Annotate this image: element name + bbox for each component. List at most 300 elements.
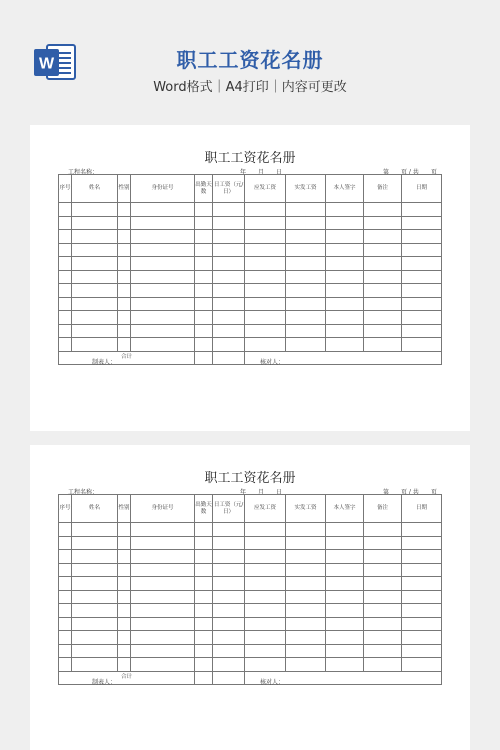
- table-cell[interactable]: [59, 590, 72, 604]
- table-cell[interactable]: [72, 270, 118, 284]
- table-cell[interactable]: [245, 297, 286, 311]
- table-cell[interactable]: [72, 311, 118, 325]
- table-cell[interactable]: [213, 604, 245, 618]
- table-cell[interactable]: [364, 550, 402, 564]
- table-row: [59, 203, 442, 217]
- table-cell[interactable]: [213, 351, 245, 364]
- table-cell[interactable]: [213, 243, 245, 257]
- table-cell[interactable]: [402, 270, 442, 284]
- table-cell[interactable]: [402, 284, 442, 298]
- table-cell[interactable]: [118, 536, 131, 550]
- table-cell[interactable]: [59, 338, 72, 352]
- table-cell[interactable]: [286, 297, 326, 311]
- table-cell[interactable]: [213, 658, 245, 672]
- payroll-table: [58, 174, 442, 365]
- table-cell[interactable]: [195, 523, 213, 537]
- table-cell[interactable]: [402, 536, 442, 550]
- column-header: 实发工资: [286, 495, 326, 523]
- table-cell[interactable]: [59, 617, 72, 631]
- table-cell[interactable]: [402, 311, 442, 325]
- table-cell[interactable]: [59, 550, 72, 564]
- table-cell[interactable]: [326, 604, 364, 618]
- table-cell[interactable]: [131, 617, 195, 631]
- table-cell[interactable]: [245, 338, 286, 352]
- table-cell[interactable]: [59, 203, 72, 217]
- table-cell[interactable]: [195, 644, 213, 658]
- table-cell[interactable]: [72, 550, 118, 564]
- table-cell[interactable]: [118, 324, 131, 338]
- table-cell[interactable]: [213, 523, 245, 537]
- table-cell[interactable]: [326, 338, 364, 352]
- table-cell[interactable]: [286, 324, 326, 338]
- column-header: 备注: [364, 495, 402, 523]
- table-cell[interactable]: [72, 257, 118, 271]
- table-cell[interactable]: [364, 243, 402, 257]
- table-cell[interactable]: [402, 523, 442, 537]
- table-cell[interactable]: [72, 216, 118, 230]
- table-cell[interactable]: [118, 550, 131, 564]
- column-header: 性别: [118, 495, 131, 523]
- sheet-title: 职工工资花名册: [204, 151, 296, 166]
- table-cell[interactable]: [131, 311, 195, 325]
- table-row: [59, 216, 442, 230]
- table-cell[interactable]: [402, 297, 442, 311]
- table-cell[interactable]: [286, 644, 326, 658]
- table-cell[interactable]: [245, 631, 286, 645]
- table-row: [59, 324, 442, 338]
- document-sheet: [30, 445, 470, 750]
- table-cell[interactable]: [326, 550, 364, 564]
- table-cell[interactable]: [245, 604, 286, 618]
- table-cell[interactable]: [364, 644, 402, 658]
- table-cell[interactable]: [131, 216, 195, 230]
- table-cell[interactable]: [118, 577, 131, 591]
- table-cell[interactable]: [245, 658, 286, 672]
- table-header-row: [59, 495, 442, 523]
- table-cell[interactable]: [286, 230, 326, 244]
- table-cell[interactable]: [213, 617, 245, 631]
- table-cell[interactable]: [326, 230, 364, 244]
- table-cell[interactable]: [213, 563, 245, 577]
- table-cell[interactable]: [59, 216, 72, 230]
- table-cell[interactable]: [131, 563, 195, 577]
- table-cell[interactable]: [245, 550, 286, 564]
- table-cell[interactable]: [245, 284, 286, 298]
- table-cell[interactable]: [118, 658, 131, 672]
- table-cell[interactable]: [326, 324, 364, 338]
- table-cell[interactable]: [195, 351, 213, 364]
- table-cell[interactable]: [72, 563, 118, 577]
- column-header: 日期: [402, 175, 442, 203]
- table-cell[interactable]: [213, 297, 245, 311]
- table-cell[interactable]: [245, 257, 286, 271]
- table-cell[interactable]: [72, 324, 118, 338]
- table-cell[interactable]: [195, 230, 213, 244]
- table-cell[interactable]: [326, 617, 364, 631]
- column-header: 日工资（元/日）: [213, 175, 245, 203]
- table-cell[interactable]: [213, 671, 245, 684]
- table-cell[interactable]: [364, 523, 402, 537]
- table-cell[interactable]: [213, 311, 245, 325]
- table-cell[interactable]: [364, 536, 402, 550]
- table-cell[interactable]: [402, 550, 442, 564]
- table-cell[interactable]: [59, 257, 72, 271]
- table-cell[interactable]: [245, 203, 286, 217]
- column-header: 性别: [118, 175, 131, 203]
- table-cell[interactable]: [118, 297, 131, 311]
- table-cell[interactable]: [72, 297, 118, 311]
- table-cell[interactable]: [326, 658, 364, 672]
- table-cell[interactable]: [326, 203, 364, 217]
- table-cell[interactable]: [195, 671, 213, 684]
- table-cell[interactable]: [195, 563, 213, 577]
- table-cell[interactable]: [213, 577, 245, 591]
- table-cell[interactable]: [59, 284, 72, 298]
- table-cell[interactable]: [59, 230, 72, 244]
- table-cell[interactable]: [72, 617, 118, 631]
- table-cell[interactable]: [118, 311, 131, 325]
- table-cell[interactable]: [402, 577, 442, 591]
- table-cell[interactable]: [195, 284, 213, 298]
- table-cell[interactable]: [364, 590, 402, 604]
- table-cell[interactable]: [118, 230, 131, 244]
- table-cell[interactable]: [131, 590, 195, 604]
- table-cell[interactable]: [245, 577, 286, 591]
- table-cell[interactable]: [326, 644, 364, 658]
- table-cell[interactable]: [326, 563, 364, 577]
- column-header: 出勤天数: [195, 175, 213, 203]
- column-header: 实发工资: [286, 175, 326, 203]
- table-cell[interactable]: [326, 311, 364, 325]
- table-cell[interactable]: [72, 284, 118, 298]
- table-cell[interactable]: [326, 243, 364, 257]
- table-cell[interactable]: [59, 577, 72, 591]
- table-cell[interactable]: [245, 617, 286, 631]
- table-row: [59, 617, 442, 631]
- table-cell[interactable]: [195, 631, 213, 645]
- table-cell[interactable]: [402, 243, 442, 257]
- table-row: [59, 257, 442, 271]
- table-cell[interactable]: [195, 311, 213, 325]
- table-cell[interactable]: [72, 590, 118, 604]
- table-cell[interactable]: [326, 577, 364, 591]
- table-cell[interactable]: [195, 577, 213, 591]
- maker-label: 制表人：: [92, 359, 117, 366]
- table-cell[interactable]: [245, 563, 286, 577]
- table-cell[interactable]: [364, 338, 402, 352]
- table-cell[interactable]: [213, 270, 245, 284]
- table-cell[interactable]: [402, 617, 442, 631]
- table-cell[interactable]: [213, 230, 245, 244]
- table-cell[interactable]: [364, 604, 402, 618]
- table-cell[interactable]: [364, 257, 402, 271]
- table-cell[interactable]: [59, 658, 72, 672]
- table-cell[interactable]: [131, 230, 195, 244]
- table-cell[interactable]: [195, 617, 213, 631]
- table-cell[interactable]: [245, 536, 286, 550]
- table-cell[interactable]: [364, 284, 402, 298]
- table-cell[interactable]: [326, 523, 364, 537]
- table-row: [59, 563, 442, 577]
- table-cell[interactable]: [72, 536, 118, 550]
- table-cell[interactable]: [213, 631, 245, 645]
- table-cell[interactable]: [59, 311, 72, 325]
- table-cell[interactable]: [286, 550, 326, 564]
- table-cell[interactable]: [118, 617, 131, 631]
- column-header: 姓名: [72, 495, 118, 523]
- table-cell[interactable]: [72, 658, 118, 672]
- table-cell[interactable]: [59, 297, 72, 311]
- table-cell[interactable]: [72, 230, 118, 244]
- table-cell[interactable]: [286, 257, 326, 271]
- table-cell[interactable]: [118, 631, 131, 645]
- table-cell[interactable]: [245, 590, 286, 604]
- table-row: [59, 270, 442, 284]
- table-cell[interactable]: [286, 563, 326, 577]
- table-cell[interactable]: [364, 324, 402, 338]
- table-cell[interactable]: [195, 590, 213, 604]
- table-cell[interactable]: [59, 270, 72, 284]
- table-cell[interactable]: [131, 644, 195, 658]
- table-cell[interactable]: [245, 243, 286, 257]
- table-row: [59, 604, 442, 618]
- table-row: [59, 577, 442, 591]
- table-cell[interactable]: [286, 536, 326, 550]
- table-cell[interactable]: [213, 216, 245, 230]
- table-cell[interactable]: [118, 563, 131, 577]
- table-cell[interactable]: [213, 203, 245, 217]
- table-cell[interactable]: [59, 523, 72, 537]
- table-cell[interactable]: [364, 577, 402, 591]
- table-cell[interactable]: [195, 658, 213, 672]
- table-cell[interactable]: [195, 203, 213, 217]
- table-cell[interactable]: [131, 577, 195, 591]
- table-cell[interactable]: [245, 270, 286, 284]
- project-name-label: 工程名称：: [68, 489, 99, 496]
- table-cell[interactable]: [118, 284, 131, 298]
- table-cell[interactable]: [326, 590, 364, 604]
- table-cell[interactable]: [364, 658, 402, 672]
- table-cell[interactable]: [326, 631, 364, 645]
- page-label: 第 页 / 共 页: [383, 169, 437, 176]
- table-cell[interactable]: [131, 338, 195, 352]
- column-header: 本人签字: [326, 175, 364, 203]
- table-cell[interactable]: [131, 550, 195, 564]
- maker-label: 制表人：: [92, 679, 117, 686]
- table-cell[interactable]: [286, 243, 326, 257]
- table-cell[interactable]: [118, 644, 131, 658]
- table-cell[interactable]: [195, 536, 213, 550]
- table-cell[interactable]: [131, 203, 195, 217]
- table-cell[interactable]: [72, 338, 118, 352]
- table-cell[interactable]: [72, 631, 118, 645]
- table-cell[interactable]: [72, 203, 118, 217]
- table-cell[interactable]: [195, 243, 213, 257]
- table-cell[interactable]: [286, 311, 326, 325]
- table-cell[interactable]: [402, 338, 442, 352]
- table-cell[interactable]: [131, 324, 195, 338]
- table-cell[interactable]: [286, 577, 326, 591]
- table-cell[interactable]: [213, 536, 245, 550]
- table-cell[interactable]: [131, 658, 195, 672]
- table-row: [59, 297, 442, 311]
- column-header: 序号: [59, 495, 72, 523]
- date-label: 年 月 日: [240, 169, 283, 176]
- table-cell[interactable]: [402, 203, 442, 217]
- table-cell[interactable]: [326, 536, 364, 550]
- table-cell[interactable]: [195, 324, 213, 338]
- table-cell[interactable]: [195, 270, 213, 284]
- table-cell[interactable]: [245, 644, 286, 658]
- table-cell[interactable]: [59, 644, 72, 658]
- table-cell[interactable]: [286, 604, 326, 618]
- table-cell[interactable]: [213, 338, 245, 352]
- table-row: [59, 658, 442, 672]
- table-cell[interactable]: [364, 617, 402, 631]
- table-row: [59, 644, 442, 658]
- table-cell[interactable]: [402, 604, 442, 618]
- table-cell[interactable]: [286, 284, 326, 298]
- table-cell[interactable]: [195, 550, 213, 564]
- table-cell[interactable]: [245, 523, 286, 537]
- table-cell[interactable]: [195, 297, 213, 311]
- table-cell[interactable]: [402, 216, 442, 230]
- table-row: [59, 536, 442, 550]
- svg-text:W: W: [38, 55, 55, 73]
- table-cell[interactable]: [402, 230, 442, 244]
- table-cell[interactable]: [364, 297, 402, 311]
- table-cell[interactable]: [364, 631, 402, 645]
- table-cell[interactable]: [326, 297, 364, 311]
- table-cell[interactable]: [59, 604, 72, 618]
- table-cell[interactable]: [213, 257, 245, 271]
- table-cell[interactable]: [245, 216, 286, 230]
- table-cell[interactable]: [286, 203, 326, 217]
- table-cell[interactable]: [131, 604, 195, 618]
- table-cell[interactable]: [131, 536, 195, 550]
- table-cell[interactable]: [118, 270, 131, 284]
- table-cell[interactable]: [402, 658, 442, 672]
- column-header: 身份证号: [131, 175, 195, 203]
- table-cell[interactable]: [213, 644, 245, 658]
- table-cell[interactable]: [402, 590, 442, 604]
- table-cell[interactable]: [364, 270, 402, 284]
- table-cell[interactable]: [286, 270, 326, 284]
- table-cell[interactable]: [245, 324, 286, 338]
- table-cell[interactable]: [195, 338, 213, 352]
- table-cell[interactable]: [59, 324, 72, 338]
- payroll-table: [58, 494, 442, 685]
- column-header: 应发工资: [245, 175, 286, 203]
- table-cell[interactable]: [286, 631, 326, 645]
- table-cell[interactable]: [72, 243, 118, 257]
- table-cell[interactable]: [213, 590, 245, 604]
- table-cell[interactable]: [213, 550, 245, 564]
- table-cell[interactable]: [131, 631, 195, 645]
- table-cell[interactable]: [286, 617, 326, 631]
- table-cell[interactable]: [402, 257, 442, 271]
- table-cell[interactable]: [195, 604, 213, 618]
- table-cell[interactable]: [72, 604, 118, 618]
- table-cell[interactable]: [59, 243, 72, 257]
- table-cell[interactable]: [72, 523, 118, 537]
- table-cell[interactable]: [402, 324, 442, 338]
- table-cell[interactable]: [213, 324, 245, 338]
- table-cell[interactable]: [118, 523, 131, 537]
- sheet-title: 职工工资花名册: [204, 471, 296, 486]
- table-cell[interactable]: [118, 604, 131, 618]
- table-cell[interactable]: [131, 243, 195, 257]
- table-cell[interactable]: [118, 257, 131, 271]
- table-cell[interactable]: [245, 311, 286, 325]
- table-cell[interactable]: [131, 297, 195, 311]
- table-cell[interactable]: [326, 216, 364, 230]
- table-cell[interactable]: [118, 216, 131, 230]
- header: [0, 0, 500, 120]
- table-cell[interactable]: [131, 270, 195, 284]
- table-cell[interactable]: [72, 577, 118, 591]
- table-cell[interactable]: [364, 311, 402, 325]
- table-cell[interactable]: [118, 243, 131, 257]
- total-label: 合计: [59, 671, 195, 684]
- table-cell[interactable]: [286, 523, 326, 537]
- table-cell[interactable]: [326, 270, 364, 284]
- table-row: [59, 230, 442, 244]
- table-row: [59, 311, 442, 325]
- table-cell[interactable]: [59, 536, 72, 550]
- column-header: 日期: [402, 495, 442, 523]
- column-header: 身份证号: [131, 495, 195, 523]
- table-cell[interactable]: [245, 230, 286, 244]
- document-sheet: [30, 125, 470, 431]
- table-cell[interactable]: [402, 644, 442, 658]
- table-cell[interactable]: [364, 230, 402, 244]
- table-cell[interactable]: [402, 631, 442, 645]
- table-row: [59, 590, 442, 604]
- table-header-row: [59, 175, 442, 203]
- table-cell[interactable]: [286, 658, 326, 672]
- table-cell[interactable]: [364, 216, 402, 230]
- table-cell[interactable]: [72, 644, 118, 658]
- table-cell[interactable]: [326, 284, 364, 298]
- table-cell[interactable]: [118, 203, 131, 217]
- table-cell[interactable]: [326, 257, 364, 271]
- page-label: 第 页 / 共 页: [383, 489, 437, 496]
- table-cell[interactable]: [59, 631, 72, 645]
- table-cell[interactable]: [131, 284, 195, 298]
- table-cell[interactable]: [59, 563, 72, 577]
- table-cell[interactable]: [286, 590, 326, 604]
- table-row: [59, 243, 442, 257]
- table-cell[interactable]: [195, 216, 213, 230]
- table-cell[interactable]: [131, 523, 195, 537]
- date-label: 年 月 日: [240, 489, 283, 496]
- table-cell[interactable]: [131, 257, 195, 271]
- project-name-label: 工程名称：: [68, 169, 99, 176]
- table-cell[interactable]: [286, 338, 326, 352]
- table-cell[interactable]: [364, 563, 402, 577]
- table-cell[interactable]: [195, 257, 213, 271]
- table-cell[interactable]: [286, 216, 326, 230]
- table-cell[interactable]: [364, 203, 402, 217]
- table-cell[interactable]: [118, 338, 131, 352]
- table-cell[interactable]: [213, 284, 245, 298]
- column-header: 本人签字: [326, 495, 364, 523]
- table-cell[interactable]: [118, 590, 131, 604]
- checker-label: 核对人：: [260, 359, 285, 366]
- table-row: [59, 284, 442, 298]
- table-cell[interactable]: [402, 563, 442, 577]
